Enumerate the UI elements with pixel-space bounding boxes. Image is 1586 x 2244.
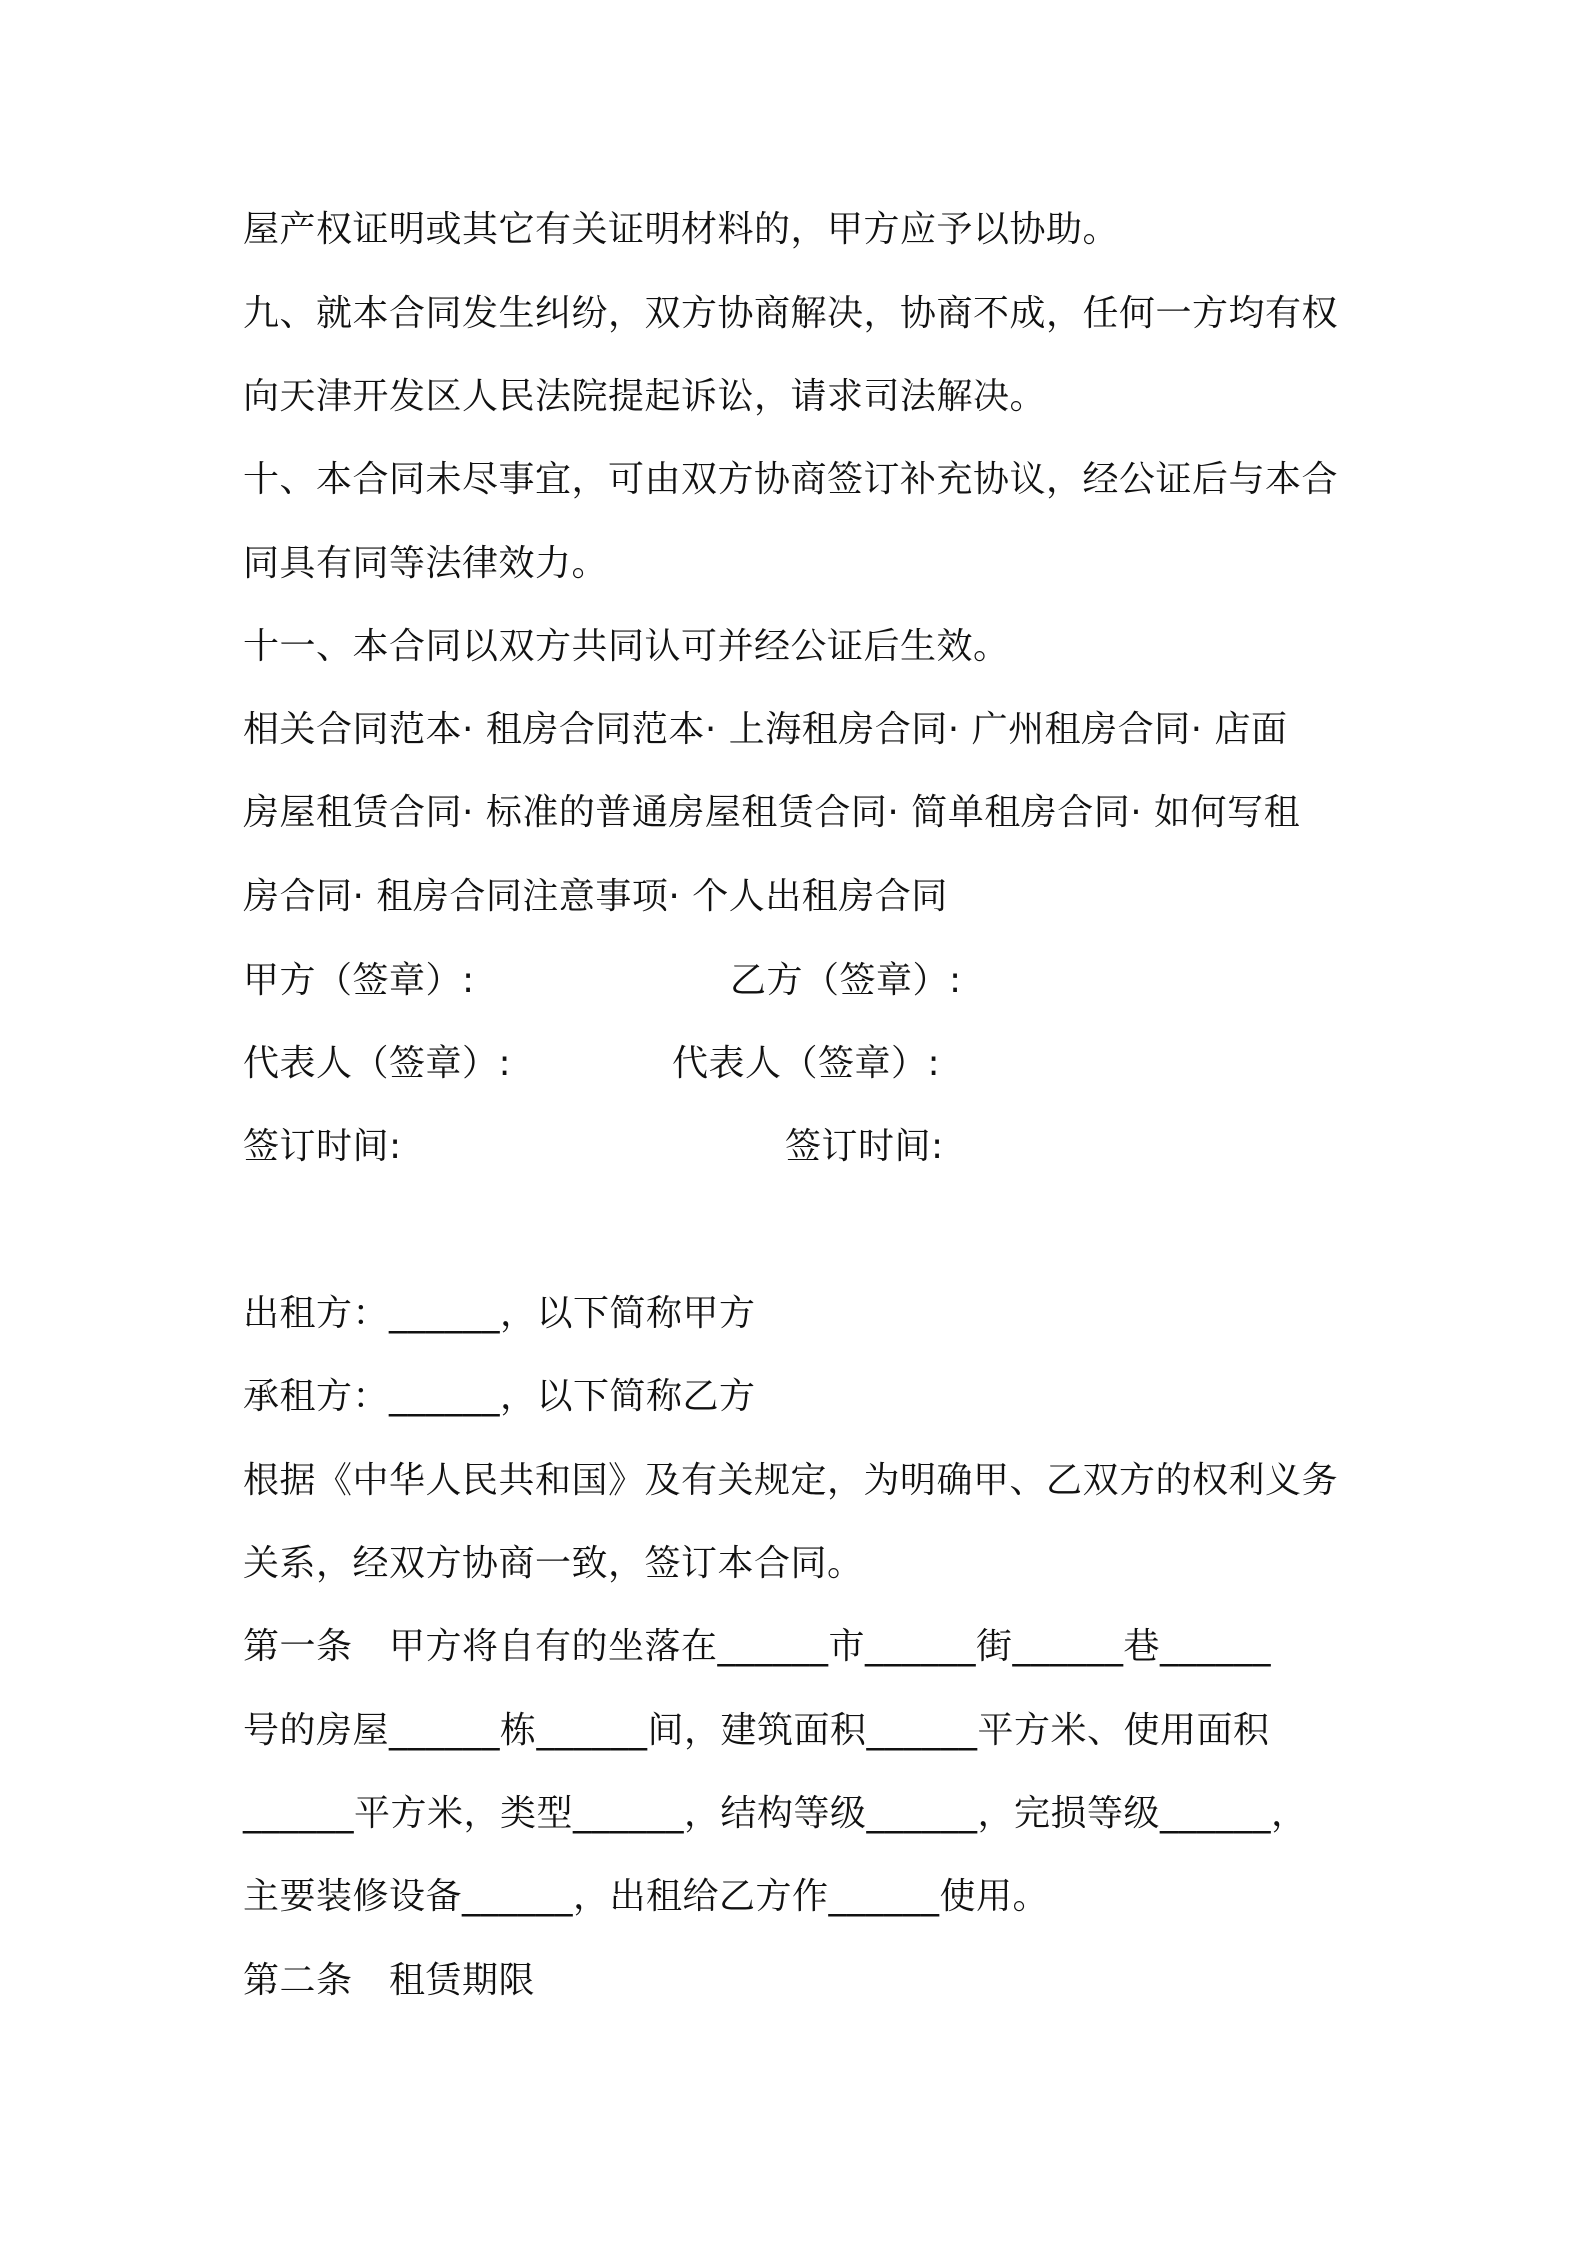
article-one-line-3: ______平方米，类型______，结构等级______，完损等级______，	[243, 1793, 1308, 1834]
article-one-line-1: 第一条 甲方将自有的坐落在______市______街______巷______	[243, 1626, 1272, 1667]
party-b-seal-label: 乙方（签章）:	[730, 960, 962, 1001]
sign-date-a-label: 签订时间:	[243, 1126, 402, 1167]
related-links-line-3: 房合同· 租房合同注意事项· 个人出租房合同	[243, 876, 948, 917]
preamble-line-1: 根据《中华人民共和国》及有关规定，为明确甲、乙双方的权利义务	[243, 1460, 1339, 1501]
article-one-line-4: 主要装修设备______，出租给乙方作______使用。	[243, 1876, 1050, 1917]
rep-a-seal-label: 代表人（签章）:	[243, 1043, 512, 1084]
preamble-line-2: 关系，经双方协商一致，签订本合同。	[243, 1543, 864, 1584]
sign-date-b-label: 签订时间:	[785, 1126, 944, 1167]
party-a-seal-label: 甲方（签章）:	[243, 960, 475, 1001]
clause-ten-line-1: 十、本合同未尽事宜，可由双方协商签订补充协议，经公证后与本合	[243, 459, 1339, 500]
article-one-line-2: 号的房屋______栋______间，建筑面积______平方米、使用面积	[243, 1710, 1270, 1751]
paragraph-line: 屋产权证明或其它有关证明材料的，甲方应予以协助。	[243, 209, 1120, 250]
clause-nine-line-2: 向天津开发区人民法院提起诉讼，请求司法解决。	[243, 376, 1047, 417]
clause-ten-line-2: 同具有同等法律效力。	[243, 543, 609, 584]
article-two-heading: 第二条 租赁期限	[243, 1960, 536, 2001]
lessor-line: 出租方：______，以下简称甲方	[243, 1293, 756, 1334]
clause-eleven: 十一、本合同以双方共同认可并经公证后生效。	[243, 626, 1010, 667]
rep-b-seal-label: 代表人（签章）:	[672, 1043, 941, 1084]
lessee-line: 承租方：______，以下简称乙方	[243, 1376, 756, 1417]
clause-nine-line-1: 九、就本合同发生纠纷，双方协商解决，协商不成，任何一方均有权	[243, 293, 1339, 334]
related-links-line-2: 房屋租赁合同· 标准的普通房屋租赁合同· 简单租房合同· 如何写租	[243, 792, 1301, 833]
related-links-line-1: 相关合同范本· 租房合同范本· 上海租房合同· 广州租房合同· 店面	[243, 709, 1288, 750]
